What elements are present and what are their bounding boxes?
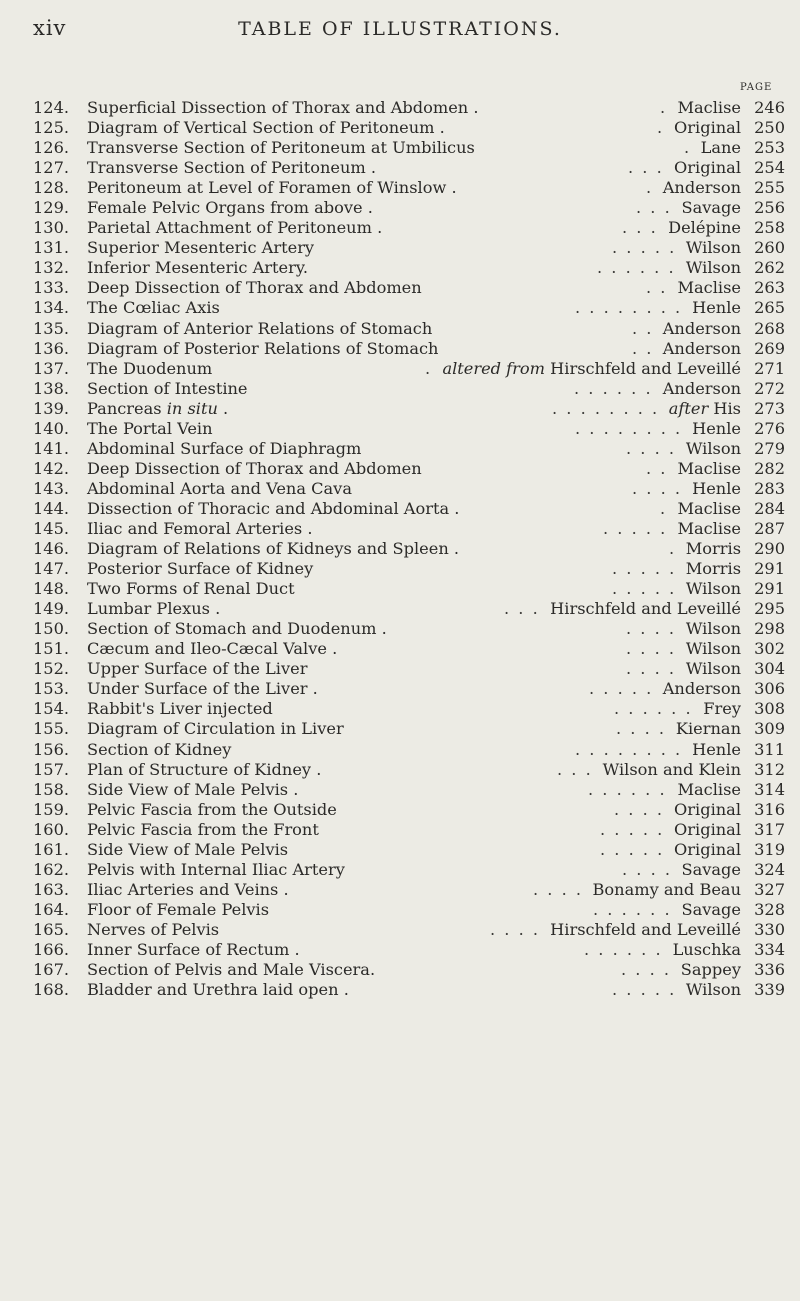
entry-source: Original [674,118,741,138]
entry-title: Iliac Arteries and Veins . [87,879,289,899]
entry-page: 295 [754,599,785,619]
entry-source: Hirschfeld and Leveillé [550,599,741,619]
entry-source: Henle [692,478,741,498]
entry-source: Henle [692,298,741,318]
list-item [33,940,785,960]
entry-page: 263 [754,278,785,298]
entry-page: 309 [754,719,785,739]
entry-page: 256 [754,198,785,218]
list-item [33,178,785,198]
entry-source: Henle [692,739,741,759]
leader-dots: . . . [636,198,672,218]
entry-title: The Portal Vein [87,418,213,438]
entry-number: 165. [33,919,70,939]
list-item [33,719,785,739]
entry-page: 298 [754,619,785,639]
entry-title: Under Surface of the Liver . [87,679,318,699]
entry-title: The Cœliac Axis [87,298,220,318]
leader-dots: . . . . . . . . [575,739,683,759]
entry-number: 128. [33,178,70,198]
entry-number: 132. [33,258,70,278]
entry-page: 271 [754,358,785,378]
list-item [33,399,785,419]
leader-dots: . . . [557,759,593,779]
entry-source: Wilson [685,579,741,599]
entry-page: 312 [754,759,785,779]
entry-page: 250 [754,118,785,138]
list-item [33,559,785,579]
entry-source: Maclise [677,278,741,298]
entry-number: 133. [33,278,70,298]
list-item [33,619,785,639]
entry-page: 284 [754,498,785,518]
entry-title: Deep Dissection of Thorax and Abdomen [87,458,422,478]
list-item [33,780,785,800]
entry-number: 155. [33,719,70,739]
list-item [33,339,785,359]
entry-page: 327 [754,879,785,899]
entry-source: Morris [685,559,741,579]
leader-dots: . . . . . [589,679,654,699]
entry-page: 273 [754,398,785,418]
entry-source: Wilson [685,258,741,278]
list-item [33,218,785,238]
entry-title: Rabbit's Liver injected [87,699,273,719]
entry-number: 136. [33,338,70,358]
folio: xiv [33,16,67,40]
entry-number: 126. [33,138,70,158]
list-item [33,359,785,379]
entry-source: Delépine [668,218,741,238]
leader-dots: . . . . . [603,518,668,538]
entry-number: 167. [33,960,70,980]
entry-source: Maclise [677,518,741,538]
entry-title: Iliac and Femoral Arteries . [87,518,313,538]
entry-page: 334 [754,939,785,959]
entry-page: 253 [754,138,785,158]
list-item [33,740,785,760]
entry-page: 260 [754,238,785,258]
leader-dots: . [660,98,668,117]
list-item [33,459,785,479]
leader-dots: . . . . [622,859,673,879]
entry-title: Diagram of Posterior Relations of Stomach [87,338,439,358]
entry-page: 324 [754,859,785,879]
entry-source: Anderson [662,338,741,358]
entry-page: 269 [754,338,785,358]
entry-page: 339 [754,980,785,1000]
list-item [33,158,785,178]
entry-source: Original [674,839,741,859]
entry-title: Side View of Male Pelvis . [87,779,299,799]
leader-dots: . . . . . [612,579,677,599]
entry-title: Section of Intestine [87,378,248,398]
entry-number: 153. [33,679,70,699]
entry-page: 306 [754,679,785,699]
leader-dots: . . . . [621,960,672,980]
entry-page: 279 [754,438,785,458]
entry-title: Female Pelvic Organs from above . [87,198,373,218]
entry-title: Deep Dissection of Thorax and Abdomen [87,278,422,298]
entry-title: Lumbar Plexus . [87,599,221,619]
list-item [33,920,785,940]
entry-title: Superficial Dissection of Thorax and Abdomen . [87,98,479,117]
entry-title: Two Forms of Renal Duct [87,579,295,599]
entry-title: Posterior Surface of Kidney [87,559,314,579]
leader-dots: . . . . [490,919,541,939]
entry-number: 163. [33,879,70,899]
entry-title: Floor of Female Pelvis [87,899,270,919]
entry-title: Parietal Attachment of Peritoneum . [87,218,383,238]
entry-number: 156. [33,739,70,759]
list-item [33,639,785,659]
list-item [33,699,785,719]
entry-source: Hirschfeld and Leveillé [550,919,741,939]
list-item [33,579,785,599]
entry-number: 143. [33,478,70,498]
entry-title: Section of Kidney [87,739,232,759]
list-item [33,499,785,519]
entry-page: 290 [754,539,785,559]
list-item [33,238,785,258]
leader-dots: . . . . [626,659,677,679]
entry-page: 287 [754,518,785,538]
entry-title: Diagram of Anterior Relations of Stomach [87,318,433,338]
entry-page: 317 [754,819,785,839]
entry-source: Morris [685,539,741,559]
entry-number: 139. [33,398,70,418]
entry-page: 319 [754,839,785,859]
leader-dots: . . . . [616,719,667,739]
list-item [33,98,785,118]
entry-title: Nerves of Pelvis [87,919,220,939]
entry-page: 258 [754,218,785,238]
entry-page: 254 [754,158,785,178]
leader-dots: . . . . [632,478,683,498]
leader-dots: . [657,118,665,138]
entry-number: 161. [33,839,70,859]
entry-page: 304 [754,659,785,679]
entry-page: 330 [754,919,785,939]
list-item [33,960,785,980]
leader-dots: . . [632,338,654,358]
list-item [33,900,785,920]
entry-number: 141. [33,438,70,458]
list-item [33,659,785,679]
entry-source: Anderson [662,178,741,198]
entry-source: Maclise [677,458,741,478]
entry-number: 127. [33,158,70,178]
list-item [33,820,785,840]
entry-source: Lane [700,138,741,158]
entry-page: 272 [754,378,785,398]
list-item [33,519,785,539]
entry-number: 164. [33,899,70,919]
entry-number: 160. [33,819,70,839]
list-item [33,840,785,860]
entry-number: 162. [33,859,70,879]
list-item [33,198,785,218]
entry-number: 138. [33,378,70,398]
entry-title: Pelvic Fascia from the Outside [87,799,337,819]
entry-page: 255 [754,178,785,198]
entry-source: Wilson [685,619,741,639]
list-item [33,860,785,880]
entry-title: Diagram of Vertical Section of Peritoneum . [87,118,445,138]
entry-title: Pelvic Fascia from the Front [87,819,319,839]
leader-dots: . [425,358,433,378]
entry-title: Bladder and Urethra laid open . [87,980,349,1000]
entry-title: Peritoneum at Level of Foramen of Winslow . [87,178,457,198]
entry-source: after His [668,398,741,418]
list-item [33,439,785,459]
entry-number: 151. [33,639,70,659]
entry-source: Wilson [685,659,741,679]
entry-title: Diagram of Relations of Kidneys and Spleen . [87,539,460,559]
leader-dots: . . . . [533,879,584,899]
entry-page: 276 [754,418,785,438]
leader-dots: . . . . [626,639,677,659]
entry-page: 283 [754,478,785,498]
entry-title: Transverse Section of Peritoneum at Umbilicus [87,138,475,158]
entry-number: 150. [33,619,70,639]
leader-dots: . . . . . . [584,939,663,959]
leader-dots: . . . [628,158,664,178]
entry-number: 154. [33,699,70,719]
entry-source: Anderson [662,679,741,699]
entry-title: Abdominal Surface of Diaphragm [87,438,362,458]
entry-page: 316 [754,799,785,819]
leader-dots: . . [646,458,668,478]
entry-source: Maclise [677,779,741,799]
entry-title: Section of Stomach and Duodenum . [87,619,387,639]
leader-dots: . . . . . . [597,258,676,278]
entry-number: 125. [33,118,70,138]
entry-source: Luschka [672,939,741,959]
entry-title: Cæcum and Ileo-Cæcal Valve . [87,639,338,659]
entry-source: Frey [703,699,741,719]
leader-dots: . . . . . [612,559,677,579]
entry-title: Diagram of Circulation in Liver [87,719,344,739]
entry-number: 129. [33,198,70,218]
entry-number: 144. [33,498,70,518]
leader-dots: . . . . . . . . [575,418,683,438]
leader-dots: . [646,178,654,198]
list-item [33,599,785,619]
entry-number: 158. [33,779,70,799]
entry-source: Wilson [685,639,741,659]
entry-number: 149. [33,599,70,619]
entry-title: Abdominal Aorta and Vena Cava [87,478,352,498]
entry-page: 314 [754,779,785,799]
list-item [33,800,785,820]
entry-title: The Duodenum [87,358,213,378]
leader-dots: . . . . . [600,839,665,859]
entry-source: Kiernan [675,719,741,739]
leader-dots: . . . . [614,799,665,819]
entry-number: 147. [33,559,70,579]
entry-page: 265 [754,298,785,318]
list-item [33,138,785,158]
entry-page: 308 [754,699,785,719]
list-item [33,319,785,339]
entry-page: 302 [754,639,785,659]
entry-source: altered from Hirschfeld and Leveillé [442,358,741,378]
leader-dots: . . [646,278,668,298]
leader-dots: . [684,138,692,158]
entry-source: Original [674,819,741,839]
page-column-label: PAGE [740,82,773,93]
entry-number: 124. [33,98,70,117]
list-item [33,479,785,499]
list-item [33,419,785,439]
entry-source: Savage [681,198,741,218]
leader-dots: . . . . [626,619,677,639]
list-item [33,539,785,559]
entry-title: Pelvis with Internal Iliac Artery [87,859,345,879]
entry-number: 168. [33,980,70,1000]
entry-page: 262 [754,258,785,278]
list-item [33,298,785,318]
entry-page: 328 [754,899,785,919]
list-item [33,118,785,138]
leader-dots: . . . . [626,438,677,458]
entry-page: 246 [754,98,785,117]
leader-dots: . . . [622,218,658,238]
entry-number: 135. [33,318,70,338]
leader-dots: . [669,539,677,559]
entry-number: 152. [33,659,70,679]
leader-dots: . . . . . . [593,899,672,919]
entry-title: Plan of Structure of Kidney . [87,759,322,779]
leader-dots: . [660,498,668,518]
entry-number: 159. [33,799,70,819]
entry-source: Wilson [685,980,741,1000]
entry-source: Sappey [680,960,741,980]
entry-number: 148. [33,579,70,599]
illustrations-list [33,98,785,1000]
entry-title: Upper Surface of the Liver [87,659,308,679]
entry-title: Side View of Male Pelvis [87,839,289,859]
running-head: TABLE OF ILLUSTRATIONS. [238,18,562,40]
entry-page: 291 [754,579,785,599]
entry-number: 142. [33,458,70,478]
list-item [33,379,785,399]
leader-dots: . . . . . [612,980,677,1000]
list-item [33,980,785,1000]
list-item [33,258,785,278]
entry-page: 282 [754,458,785,478]
entry-title: Transverse Section of Peritoneum . [87,158,377,178]
leader-dots: . . . . . [600,819,665,839]
entry-page: 311 [754,739,785,759]
entry-source: Original [674,158,741,178]
entry-source: Maclise [677,498,741,518]
list-item [33,760,785,780]
entry-title: Pancreas in situ . [87,398,229,418]
entry-number: 145. [33,518,70,538]
page-header [0,16,800,48]
entry-number: 130. [33,218,70,238]
entry-number: 157. [33,759,70,779]
entry-page: 336 [754,960,785,980]
entry-source: Original [674,799,741,819]
entry-title: Inferior Mesenteric Artery. [87,258,309,278]
entry-source: Anderson [662,318,741,338]
leader-dots: . . [632,318,654,338]
entry-title: Dissection of Thoracic and Abdominal Aorta . [87,498,460,518]
leader-dots: . . . . . . . . [552,398,660,418]
entry-source: Henle [692,418,741,438]
entry-source: Maclise [677,98,741,117]
list-item [33,880,785,900]
entry-number: 146. [33,539,70,559]
entry-page: 291 [754,559,785,579]
entry-source: Savage [681,899,741,919]
entry-source: Wilson [685,238,741,258]
entry-title: Section of Pelvis and Male Viscera. [87,960,376,980]
entry-title: Inner Surface of Rectum . [87,939,300,959]
leader-dots: . . . . . . [614,699,693,719]
entry-source: Bonamy and Beau [592,879,741,899]
entry-page: 268 [754,318,785,338]
list-item [33,679,785,699]
entry-number: 131. [33,238,70,258]
leader-dots: . . . . . . . . [575,298,683,318]
entry-number: 166. [33,939,70,959]
leader-dots: . . . . . . [588,779,667,799]
leader-dots: . . . . . [612,238,677,258]
entry-number: 137. [33,358,70,378]
entry-source: Anderson [662,378,741,398]
list-item [33,278,785,298]
entry-title: Superior Mesenteric Artery [87,238,315,258]
entry-number: 134. [33,298,70,318]
entry-number: 140. [33,418,70,438]
entry-source: Savage [681,859,741,879]
leader-dots: . . . [504,599,540,619]
entry-source: Wilson [685,438,741,458]
entry-source: Wilson and Klein [602,759,741,779]
leader-dots: . . . . . . [574,378,653,398]
